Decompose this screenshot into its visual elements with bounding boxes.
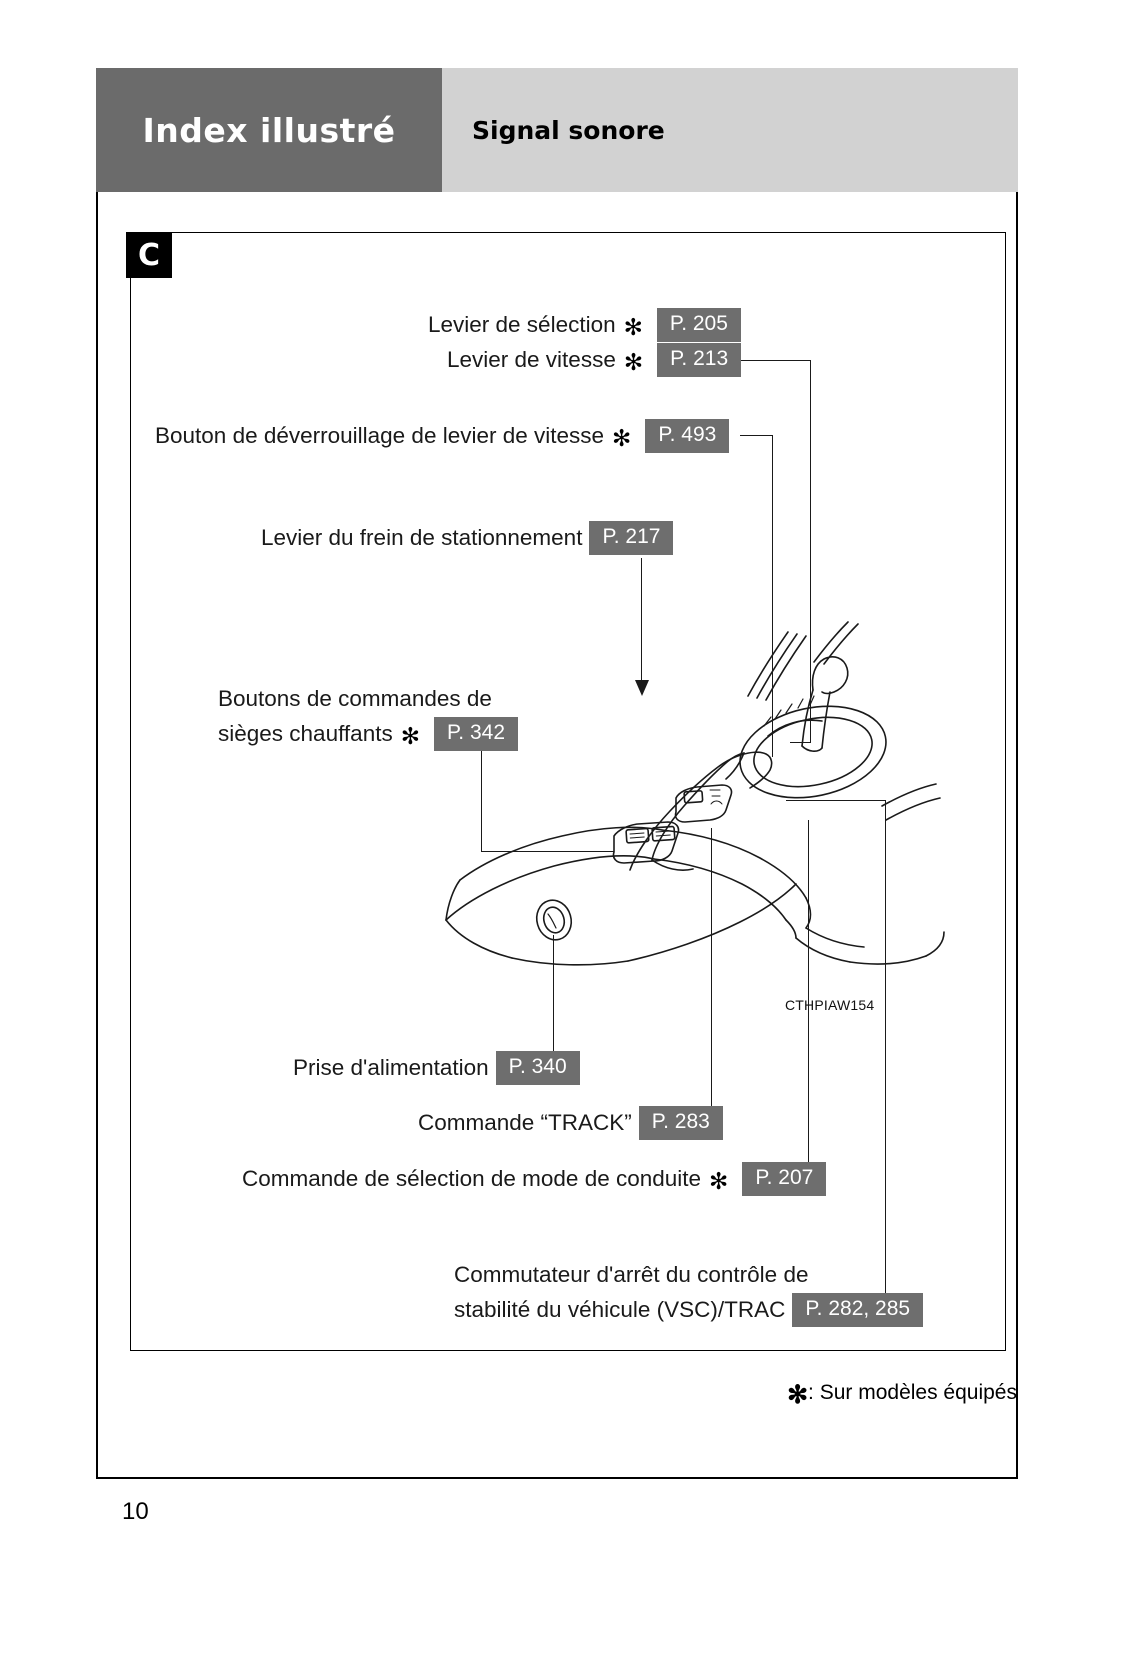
- chapter-title-block: [96, 68, 442, 192]
- callout-label-line2: stabilité du véhicule (VSC)/TRAC: [454, 1297, 786, 1322]
- callout-commande-mode-conduite: [242, 1162, 826, 1196]
- diagram-code: CTHPIAW154: [785, 997, 875, 1013]
- footnote-text: : Sur modèles équipés: [808, 1381, 1017, 1404]
- section-title-block: [442, 68, 1018, 192]
- page-reference-badge[interactable]: P. 493: [645, 419, 729, 453]
- callout-prise-alimentation: [293, 1051, 580, 1085]
- section-title: Signal sonore: [472, 115, 665, 145]
- callout-label-line1: Boutons de commandes de: [218, 686, 492, 711]
- callout-label: Levier de vitesse: [447, 347, 616, 372]
- page-reference-badge[interactable]: P. 340: [496, 1051, 580, 1085]
- callout-label: Commande “TRACK”: [418, 1110, 632, 1135]
- callout-commande-track: [418, 1106, 723, 1140]
- page-number: 10: [122, 1498, 149, 1525]
- optional-equipment-star-icon: ✻: [709, 1167, 729, 1194]
- callout-levier-de-vitesse: [447, 343, 741, 377]
- page-reference-badge[interactable]: P. 213: [657, 343, 741, 377]
- section-letter-badge: C: [126, 232, 172, 278]
- page-reference-badge[interactable]: P. 283: [639, 1106, 723, 1140]
- callout-levier-frein-stationnement: [261, 521, 673, 555]
- callout-bouton-de-deverrouillage: [155, 419, 729, 453]
- callout-label: Commande de sélection de mode de conduite: [242, 1166, 702, 1191]
- leader-line-levier-selection-h: [735, 360, 811, 361]
- page-reference-badge[interactable]: P. 282, 285: [792, 1293, 923, 1327]
- optional-equipment-star-icon: ✻: [623, 348, 644, 375]
- optional-equipment-star-icon: ✻: [400, 722, 420, 749]
- callout-label: Bouton de déverrouillage de levier de vitesse: [155, 423, 605, 448]
- callout-boutons-sieges-chauffants: [218, 682, 518, 751]
- callout-levier-de-selection: [428, 308, 741, 342]
- callout-label: Levier de sélection: [428, 312, 616, 337]
- page-header: [96, 68, 1018, 192]
- optional-equipment-star-icon: ✻: [623, 313, 643, 340]
- page-reference-badge[interactable]: P. 342: [434, 717, 518, 751]
- callout-label-line2: sièges chauffants: [218, 721, 393, 746]
- center-console-illustration: [430, 620, 950, 1020]
- callout-label: Prise d'alimentation: [293, 1055, 489, 1080]
- callout-label-line1: Commutateur d'arrêt du contrôle de: [454, 1262, 809, 1287]
- callout-label: Levier du frein de stationnement: [261, 525, 583, 550]
- page-reference-badge[interactable]: P. 205: [657, 308, 741, 342]
- optional-equipment-star-icon: ✻: [612, 424, 632, 451]
- footnote: [787, 1378, 1017, 1408]
- footnote-star-icon: ✻: [787, 1381, 809, 1409]
- page-reference-badge[interactable]: P. 207: [742, 1162, 826, 1196]
- page-reference-badge[interactable]: P. 217: [589, 521, 673, 555]
- chapter-title: Index illustré: [142, 110, 396, 150]
- leader-line-deverrouillage-h: [740, 435, 773, 436]
- callout-commutateur-vsc-trac: [454, 1258, 923, 1327]
